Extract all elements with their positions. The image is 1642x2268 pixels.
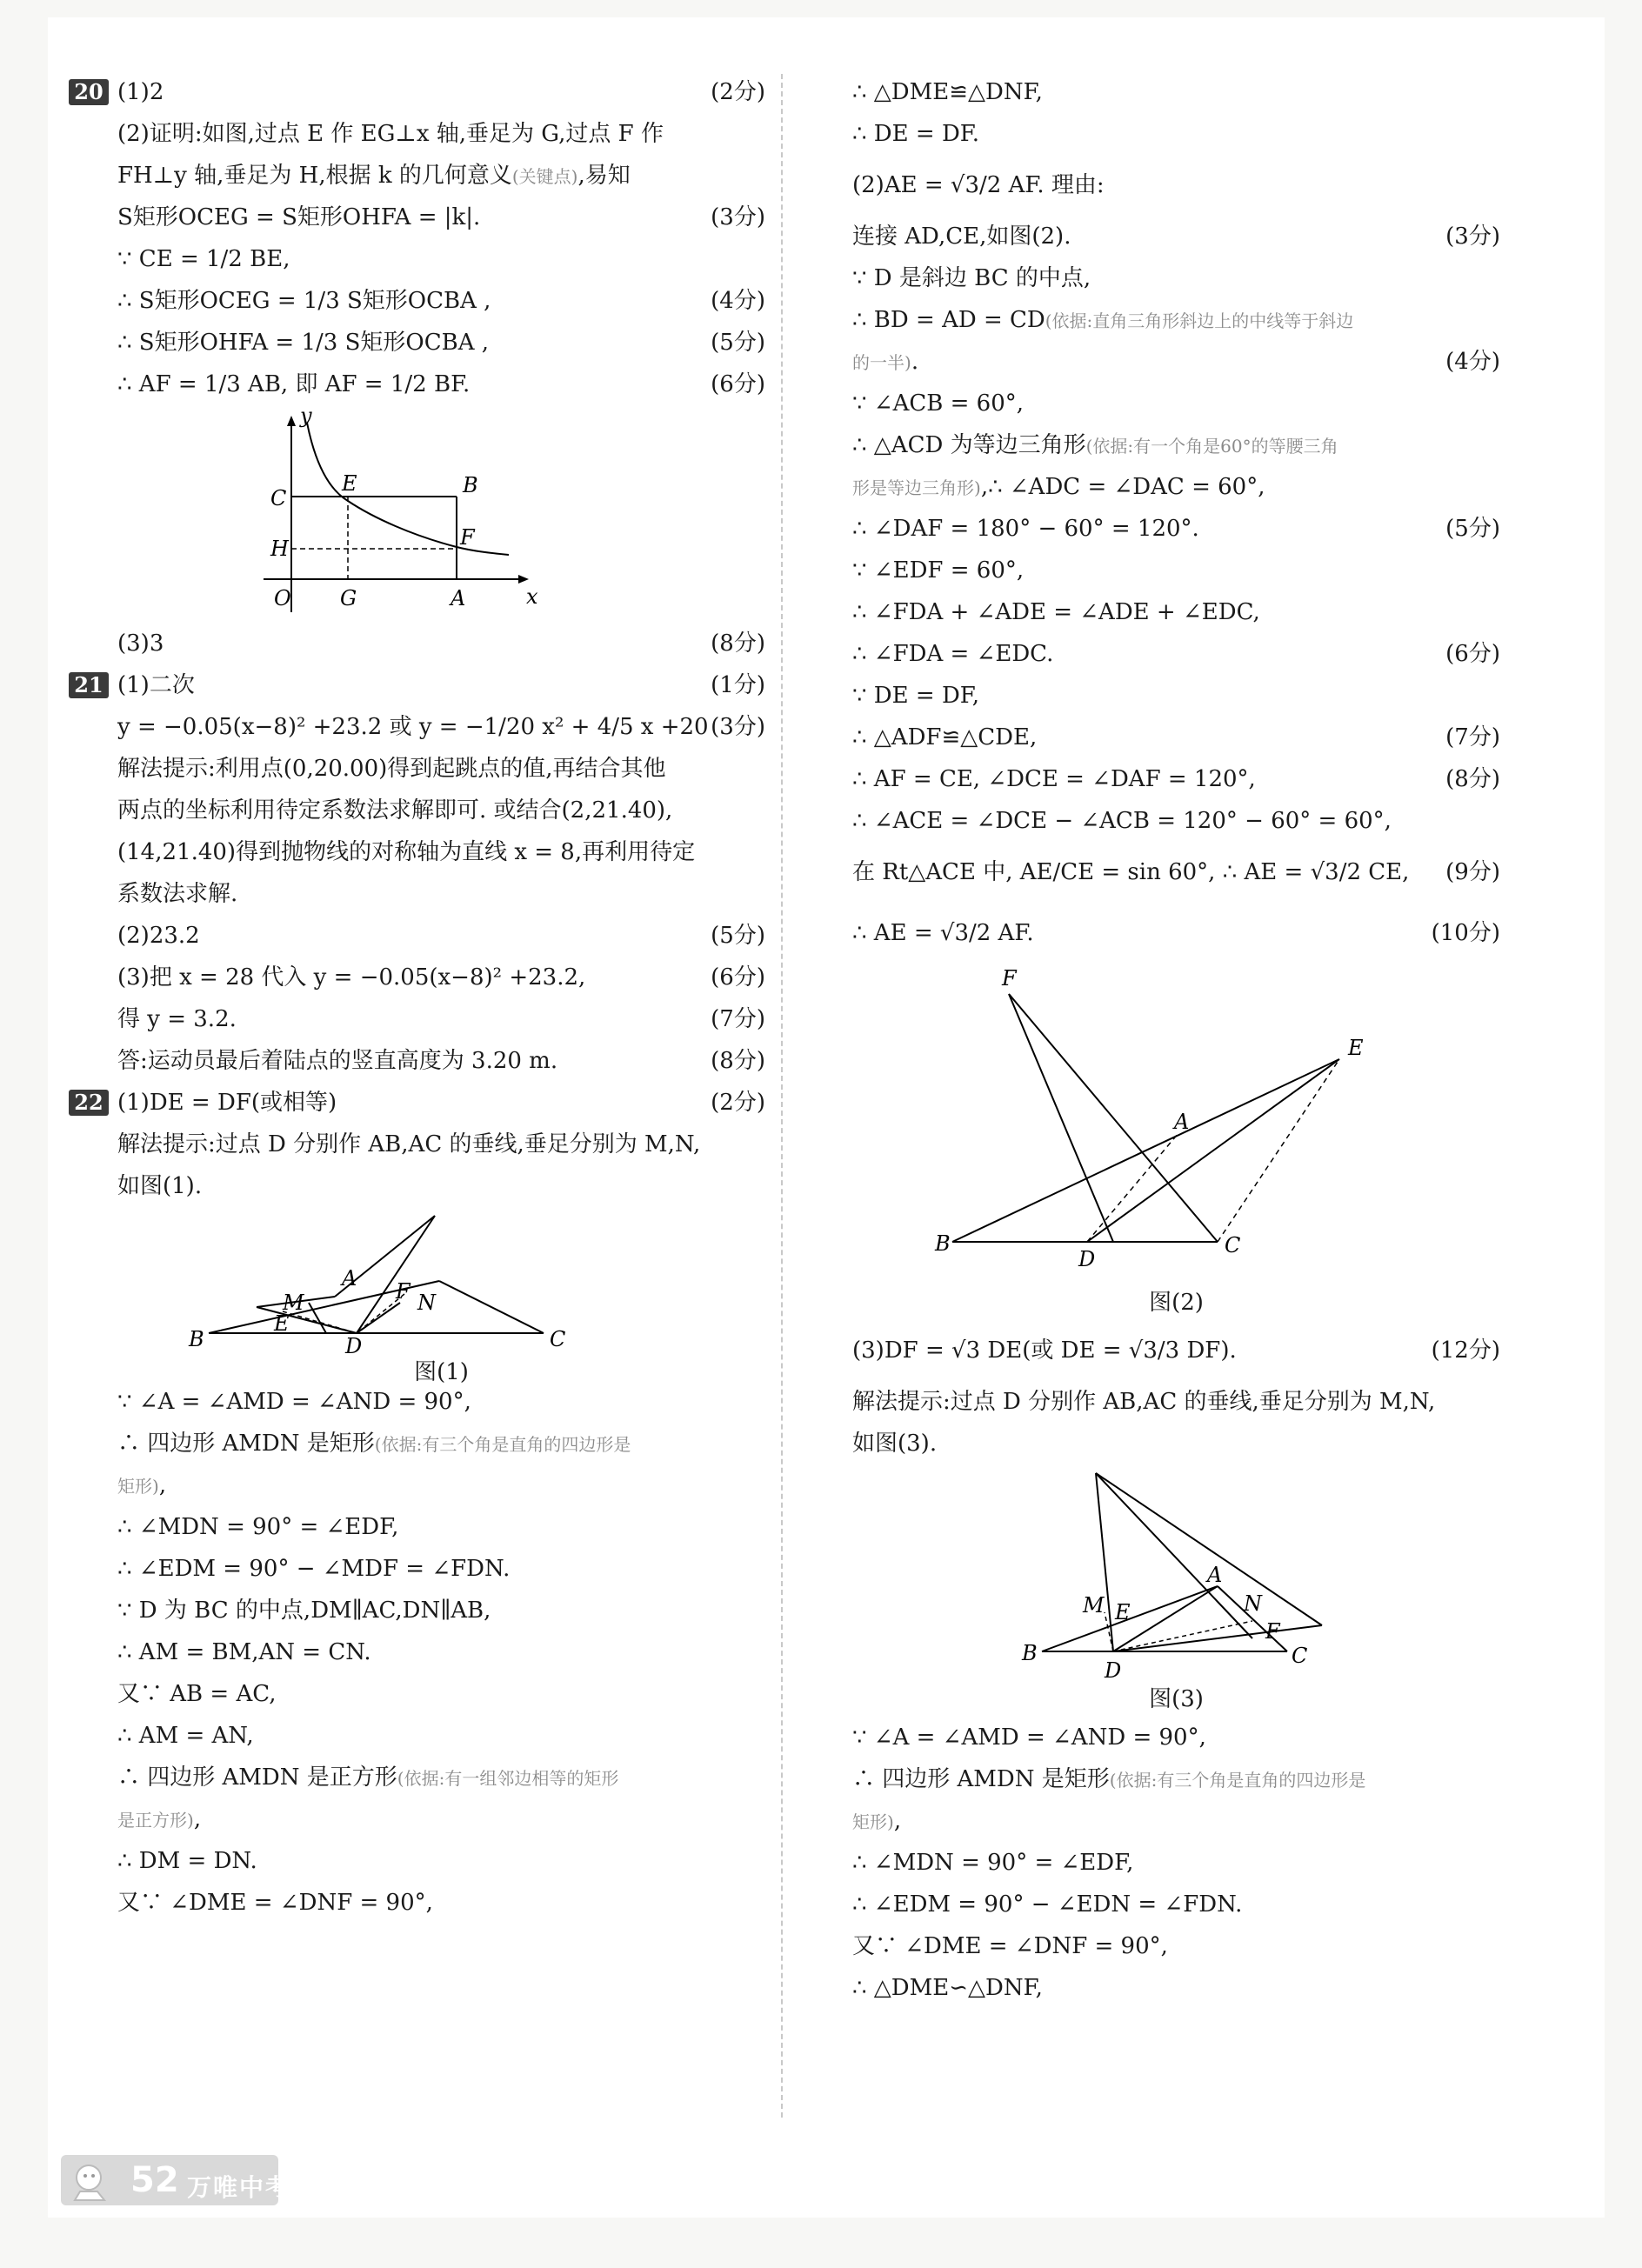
solution-line bbox=[117, 197, 765, 238]
line-text: ∵ ∠A = ∠AMD = ∠AND = 90°, bbox=[117, 1389, 471, 1415]
solution-text bbox=[117, 1506, 398, 1548]
basis-note: (依据:有一组邻边相等的矩形 bbox=[397, 1768, 619, 1789]
solution-line bbox=[117, 238, 765, 280]
line-text: ∵ DE = DF, bbox=[852, 683, 980, 709]
solution-line bbox=[852, 216, 1500, 257]
line-text: 得 y = 3.2. bbox=[117, 1006, 237, 1032]
line-text: ∴ ∠FDA + ∠ADE = ∠ADE + ∠EDC, bbox=[852, 599, 1260, 625]
line-text-tail: , bbox=[193, 1806, 202, 1832]
solution-line bbox=[117, 706, 765, 748]
line-text: ∴ 四边形 AMDN 是矩形 bbox=[117, 1431, 375, 1457]
fig1-label-d: D bbox=[345, 1334, 363, 1355]
solution-text bbox=[852, 550, 1024, 591]
solution-text bbox=[117, 831, 695, 873]
line-text: ∴ AM = AN, bbox=[117, 1723, 254, 1749]
solution-text bbox=[117, 664, 195, 706]
solution-line bbox=[117, 1590, 765, 1631]
line-text: ∴ AE = √3/2 AF. bbox=[852, 920, 1034, 946]
solution-line bbox=[117, 71, 765, 113]
solution-text bbox=[852, 1967, 1043, 2009]
solution-text bbox=[852, 842, 1409, 903]
score-label: (4分) bbox=[711, 288, 765, 314]
solution-line bbox=[117, 1882, 765, 1924]
solution-line bbox=[852, 550, 1500, 591]
solution-text bbox=[117, 1082, 337, 1124]
solution-text bbox=[852, 466, 1265, 509]
basis-note: (依据:有三个角是直角的四边形是 bbox=[374, 1434, 631, 1455]
solution-line bbox=[852, 383, 1500, 424]
solution-text bbox=[117, 238, 290, 280]
fig1-label-m: M bbox=[283, 1291, 304, 1315]
solution-line bbox=[852, 1717, 1500, 1758]
right-column bbox=[852, 71, 1500, 2009]
line-text: FH⊥y 轴,垂足为 H,根据 k 的几何意义 bbox=[117, 163, 512, 189]
brand-name: 万唯中考 bbox=[187, 2173, 292, 2202]
solution-line bbox=[117, 664, 765, 706]
line-text: ∴ ∠FDA = ∠EDC. bbox=[852, 641, 1054, 667]
score-label: (10分) bbox=[1431, 920, 1500, 946]
solution-line bbox=[117, 957, 765, 998]
figure-3-caption: 图(3) bbox=[1149, 1686, 1204, 1712]
figure-1-caption: 图(1) bbox=[414, 1359, 469, 1385]
solution-line bbox=[117, 1673, 765, 1715]
origin-label: O bbox=[274, 586, 291, 610]
solution-line bbox=[117, 998, 765, 1040]
solution-line bbox=[852, 299, 1500, 341]
figure-2 bbox=[852, 964, 1500, 1320]
x-axis-label: x bbox=[526, 584, 538, 609]
solution-text bbox=[852, 216, 1071, 257]
line-text: ∴ S矩形OHFA = 1/3 S矩形OCBA , bbox=[117, 330, 490, 356]
solution-text bbox=[117, 706, 709, 748]
solution-line bbox=[852, 155, 1500, 216]
solution-text bbox=[117, 790, 672, 831]
line-text: 连接 AD,CE,如图(2). bbox=[852, 223, 1071, 250]
solution-line bbox=[852, 717, 1500, 758]
question-21 bbox=[74, 664, 765, 1082]
solution-text bbox=[117, 364, 470, 405]
line-text: ∴ ∠EDM = 90° − ∠EDN = ∠FDN. bbox=[852, 1891, 1243, 1918]
solution-line bbox=[852, 800, 1500, 842]
solution-line bbox=[117, 1631, 765, 1673]
solution-line bbox=[117, 1840, 765, 1882]
solution-line bbox=[852, 113, 1500, 155]
score-label: (2分) bbox=[711, 79, 765, 105]
solution-line bbox=[852, 341, 1500, 383]
solution-text bbox=[117, 1673, 276, 1715]
line-text: (3)DF = √3 DE(或 DE = √3/3 DF). bbox=[852, 1337, 1237, 1364]
line-text-tail: , bbox=[893, 1808, 902, 1834]
line-text: ∴ AM = BM,AN = CN. bbox=[117, 1639, 371, 1665]
solution-text bbox=[852, 71, 1043, 113]
solution-text bbox=[117, 280, 491, 322]
line-text: ∴ △DME≌△DNF, bbox=[852, 79, 1043, 105]
solution-text bbox=[852, 299, 1353, 342]
line-text: ∵ D 为 BC 的中点,DM∥AC,DN∥AB, bbox=[117, 1598, 491, 1624]
solution-line bbox=[117, 1757, 765, 1798]
point-h-label: H bbox=[270, 537, 289, 561]
line-text: ∴ ∠ACE = ∠DCE − ∠ACB = 120° − 60° = 60°, bbox=[852, 808, 1392, 834]
fig2-label-c: C bbox=[1225, 1233, 1241, 1257]
line-text: (14,21.40)得到抛物线的对称轴为直线 x = 8,再利用待定 bbox=[117, 839, 696, 865]
solution-text bbox=[852, 903, 1034, 964]
solution-line bbox=[117, 1715, 765, 1757]
score-label: (5分) bbox=[711, 330, 765, 356]
line-text: ∴ 四边形 AMDN 是矩形 bbox=[852, 1766, 1110, 1792]
line-text: ∵ CE = 1/2 BE, bbox=[117, 246, 290, 272]
line-text: (2)证明:如图,过点 E 作 EG⊥x 轴,垂足为 G,过点 F 作 bbox=[117, 121, 664, 147]
solution-line bbox=[852, 508, 1500, 550]
solution-text bbox=[117, 1381, 471, 1423]
fig1-label-a: A bbox=[342, 1266, 357, 1291]
solution-text bbox=[117, 1590, 491, 1631]
line-text: 答:运动员最后着陆点的竖直高度为 3.20 m. bbox=[117, 1048, 558, 1074]
basis-note: (依据:直角三角形斜边上的中线等于斜边 bbox=[1045, 310, 1354, 331]
line-text: ∴ △DME∽△DNF, bbox=[852, 1975, 1043, 2001]
solution-line bbox=[117, 1040, 765, 1082]
fig3-label-f: F bbox=[1265, 1619, 1280, 1644]
point-c-label: C bbox=[270, 486, 287, 510]
solution-text bbox=[852, 1423, 937, 1464]
line-text: S矩形OCEG = S矩形OHFA = |k|. bbox=[117, 204, 481, 230]
solution-line bbox=[852, 633, 1500, 675]
solution-line bbox=[117, 915, 765, 957]
solution-line bbox=[117, 1506, 765, 1548]
line-text: 两点的坐标利用待定系数法求解即可. 或结合(2,21.40), bbox=[117, 797, 673, 824]
solution-text bbox=[852, 257, 1091, 299]
score-label: (3分) bbox=[711, 714, 765, 740]
solution-text bbox=[852, 508, 1199, 550]
question-number-badge: 22 bbox=[69, 1090, 109, 1116]
line-text: 又∵ ∠DME = ∠DNF = 90°, bbox=[852, 1933, 1168, 1959]
score-label: (8分) bbox=[711, 1048, 765, 1074]
score-label: (6分) bbox=[711, 371, 765, 397]
line-text: ∴ AF = CE, ∠DCE = ∠DAF = 120°, bbox=[852, 766, 1256, 792]
solution-text bbox=[852, 1381, 1435, 1423]
solution-line bbox=[852, 424, 1500, 466]
solution-text bbox=[117, 748, 666, 790]
solution-line bbox=[117, 280, 765, 322]
left-column bbox=[74, 71, 765, 1924]
solution-line bbox=[117, 1165, 765, 1207]
solution-line bbox=[852, 903, 1500, 964]
basis-note: 是正方形) bbox=[117, 1810, 194, 1831]
solution-text bbox=[117, 1423, 631, 1465]
solution-text bbox=[852, 1925, 1168, 1967]
line-text: ∵ D 是斜边 BC 的中点, bbox=[852, 265, 1091, 291]
figure-3 bbox=[852, 1464, 1500, 1717]
question-number-badge: 21 bbox=[69, 672, 109, 698]
solution-line bbox=[852, 758, 1500, 800]
line-text: (3)3 bbox=[117, 630, 164, 657]
line-text: ∵ ∠A = ∠AMD = ∠AND = 90°, bbox=[852, 1724, 1206, 1751]
line-text: 又∵ ∠DME = ∠DNF = 90°, bbox=[117, 1890, 433, 1916]
question-number-badge: 20 bbox=[69, 79, 109, 105]
solution-line bbox=[117, 1423, 765, 1464]
solution-line bbox=[117, 831, 765, 873]
score-label: (12分) bbox=[1431, 1337, 1500, 1364]
basis-note: 矩形) bbox=[852, 1811, 894, 1832]
solution-line bbox=[852, 1381, 1500, 1423]
line-text-tail: ,易知 bbox=[577, 163, 631, 189]
solution-text bbox=[117, 1798, 201, 1841]
line-text: ∴ 四边形 AMDN 是正方形 bbox=[117, 1764, 397, 1791]
solution-line bbox=[117, 155, 765, 197]
line-text-tail: , bbox=[158, 1472, 167, 1498]
fig2-label-f: F bbox=[1002, 966, 1017, 991]
fig3-label-a: A bbox=[1207, 1563, 1223, 1587]
hyperbola-graph bbox=[117, 405, 765, 623]
fig2-label-b: B bbox=[935, 1231, 951, 1256]
line-text: ∵ ∠EDF = 60°, bbox=[852, 557, 1025, 584]
solution-line bbox=[117, 790, 765, 831]
basis-note: (依据:有一个角是60°的等腰三角 bbox=[1085, 436, 1338, 457]
fig2-label-a: A bbox=[1174, 1110, 1190, 1134]
solution-text bbox=[117, 873, 237, 915]
solution-line bbox=[117, 1381, 765, 1423]
solution-text bbox=[117, 1165, 202, 1207]
basis-note: 形是等边三角形) bbox=[852, 477, 981, 498]
point-e-label: E bbox=[342, 471, 357, 496]
mascot-icon bbox=[70, 2160, 122, 2202]
solution-text bbox=[117, 71, 164, 113]
solution-text bbox=[852, 633, 1053, 675]
solution-line bbox=[117, 113, 765, 155]
point-g-label: G bbox=[340, 586, 357, 610]
column-divider bbox=[781, 74, 783, 2118]
solution-text bbox=[117, 998, 237, 1040]
solution-text bbox=[117, 113, 664, 155]
solution-text bbox=[852, 758, 1256, 800]
line-text: 解法提示:过点 D 分别作 AB,AC 的垂线,垂足分别为 M,N, bbox=[852, 1389, 1436, 1415]
solution-text bbox=[852, 424, 1338, 467]
solution-line bbox=[117, 322, 765, 364]
solution-line bbox=[117, 873, 765, 915]
solution-line bbox=[117, 623, 765, 664]
solution-text bbox=[852, 717, 1037, 758]
solution-text bbox=[117, 915, 200, 957]
line-text: ∴ DE = DF. bbox=[852, 121, 980, 147]
solution-text bbox=[852, 800, 1392, 842]
solution-text bbox=[852, 155, 1105, 216]
solution-text bbox=[117, 1040, 557, 1082]
fig3-label-n: N bbox=[1244, 1591, 1262, 1616]
solution-line bbox=[852, 1320, 1500, 1381]
score-label: (2分) bbox=[711, 1090, 765, 1116]
solution-text bbox=[852, 591, 1260, 633]
figure-3-svg bbox=[852, 1464, 1500, 1682]
score-label: (1分) bbox=[711, 672, 765, 698]
fig3-label-m: M bbox=[1083, 1593, 1105, 1618]
figure-1-svg bbox=[117, 1207, 765, 1355]
line-text: (2)AE = √3/2 AF. 理由: bbox=[852, 172, 1105, 198]
solution-text bbox=[852, 113, 979, 155]
fig2-label-d: D bbox=[1078, 1247, 1096, 1271]
solution-line bbox=[852, 1800, 1500, 1842]
solution-text bbox=[852, 1717, 1206, 1758]
solution-text bbox=[117, 155, 631, 197]
score-label: (3分) bbox=[711, 204, 765, 230]
line-text: ∴ ∠DAF = 180° − 60° = 120°. bbox=[852, 516, 1199, 542]
figure-2-caption: 图(2) bbox=[1149, 1290, 1204, 1316]
solution-line bbox=[852, 1967, 1500, 2009]
fig1-label-n: N bbox=[417, 1291, 436, 1315]
score-label: (7分) bbox=[1445, 724, 1500, 750]
line-text-tail: ,∴ ∠ADC = ∠DAC = 60°, bbox=[980, 474, 1265, 500]
figure-1 bbox=[117, 1207, 765, 1385]
solution-text bbox=[117, 322, 489, 364]
fig3-label-d: D bbox=[1105, 1658, 1122, 1682]
solution-line bbox=[117, 1124, 765, 1165]
question-20 bbox=[74, 71, 765, 664]
solution-text bbox=[117, 1124, 700, 1165]
solution-line bbox=[852, 591, 1500, 633]
solution-text bbox=[117, 197, 480, 238]
score-label: (6分) bbox=[711, 964, 765, 991]
hyperbola-graph-svg bbox=[117, 405, 765, 623]
fig1-label-b: B bbox=[189, 1327, 204, 1351]
fig2-label-e: E bbox=[1348, 1036, 1364, 1060]
solution-text bbox=[852, 675, 979, 717]
fig1-label-e: E bbox=[274, 1311, 290, 1336]
score-label: (8分) bbox=[711, 630, 765, 657]
solution-text bbox=[117, 1882, 433, 1924]
line-text: 如图(3). bbox=[852, 1431, 938, 1457]
solution-text bbox=[117, 623, 164, 664]
score-label: (6分) bbox=[1445, 641, 1500, 667]
solution-line bbox=[852, 1842, 1500, 1884]
solution-text bbox=[852, 1842, 1133, 1884]
solution-text bbox=[117, 1757, 618, 1799]
solution-text bbox=[852, 1884, 1242, 1925]
y-axis-label: y bbox=[300, 405, 312, 428]
solution-line bbox=[117, 364, 765, 405]
solution-line bbox=[117, 1548, 765, 1590]
line-text: ∴ ∠MDN = 90° = ∠EDF, bbox=[852, 1850, 1134, 1876]
solution-line bbox=[117, 1464, 765, 1506]
solution-text bbox=[852, 341, 918, 384]
solution-line bbox=[852, 1758, 1500, 1800]
line-text: (1)DE = DF(或相等) bbox=[117, 1090, 337, 1116]
fig1-label-c: C bbox=[550, 1327, 566, 1351]
fig3-label-c: C bbox=[1292, 1644, 1308, 1668]
solution-line bbox=[117, 1798, 765, 1840]
solution-text bbox=[117, 1715, 254, 1757]
score-label: (5分) bbox=[711, 923, 765, 949]
line-text: ∴ BD = AD = CD bbox=[852, 307, 1045, 333]
point-b-label: B bbox=[463, 473, 478, 497]
line-text: 在 Rt△ACE 中, AE/CE = sin 60°, ∴ AE = √3/2 CE, bbox=[852, 859, 1410, 885]
solution-line bbox=[852, 675, 1500, 717]
solution-text bbox=[852, 383, 1024, 424]
solution-line bbox=[852, 71, 1500, 113]
basis-note: 的一半) bbox=[852, 352, 911, 373]
solution-line bbox=[852, 1423, 1500, 1464]
solution-line bbox=[117, 1082, 765, 1124]
question-22 bbox=[74, 1082, 765, 1924]
solution-text bbox=[852, 1320, 1237, 1381]
point-f-label: F bbox=[460, 525, 475, 550]
line-text: ∴ ∠MDN = 90° = ∠EDF, bbox=[117, 1514, 399, 1540]
line-text: ∴ ∠EDM = 90° − ∠MDF = ∠FDN. bbox=[117, 1556, 511, 1582]
solution-line bbox=[852, 842, 1500, 903]
solution-line bbox=[117, 748, 765, 790]
line-text: 如图(1). bbox=[117, 1173, 203, 1199]
score-label: (9分) bbox=[1445, 859, 1500, 885]
solution-line bbox=[852, 1925, 1500, 1967]
line-text: 又∵ AB = AC, bbox=[117, 1681, 277, 1707]
line-text: ∴ AF = 1/3 AB, 即 AF = 1/2 BF. bbox=[117, 371, 471, 397]
solution-text bbox=[117, 957, 585, 998]
solution-text bbox=[852, 1800, 901, 1843]
line-text: 解法提示:过点 D 分别作 AB,AC 的垂线,垂足分别为 M,N, bbox=[117, 1131, 701, 1157]
fig3-label-b: B bbox=[1022, 1641, 1038, 1665]
point-a-label: A bbox=[451, 586, 466, 610]
fig1-label-f: F bbox=[396, 1279, 410, 1304]
line-text: (3)把 x = 28 代入 y = −0.05(x−8)² +23.2, bbox=[117, 964, 586, 991]
score-label: (8分) bbox=[1445, 766, 1500, 792]
line-text: 系数法求解. bbox=[117, 881, 238, 907]
line-text: ∴ S矩形OCEG = 1/3 S矩形OCBA , bbox=[117, 288, 491, 314]
line-text: 解法提示:利用点(0,20.00)得到起跳点的值,再结合其他 bbox=[117, 756, 666, 782]
line-text: ∴ △ADF≌△CDE, bbox=[852, 724, 1038, 750]
basis-note: (关键点) bbox=[511, 166, 578, 187]
line-text: y = −0.05(x−8)² +23.2 或 y = −1/20 x² + 4/5 x +20 bbox=[117, 714, 709, 740]
line-text: ∴ △ACD 为等边三角形 bbox=[852, 432, 1086, 458]
line-text-tail: . bbox=[911, 349, 919, 375]
line-text: (1)2 bbox=[117, 79, 164, 105]
line-text: ∴ DM = DN. bbox=[117, 1848, 257, 1874]
line-text: (2)23.2 bbox=[117, 923, 200, 949]
solution-text bbox=[117, 1840, 257, 1882]
score-label: (7分) bbox=[711, 1006, 765, 1032]
score-label: (3分) bbox=[1445, 223, 1500, 250]
solution-text bbox=[117, 1548, 510, 1590]
fig3-label-e: E bbox=[1115, 1600, 1131, 1624]
score-label: (5分) bbox=[1445, 516, 1500, 542]
solution-line bbox=[852, 466, 1500, 508]
solution-text bbox=[117, 1464, 166, 1507]
solution-line bbox=[852, 1884, 1500, 1925]
figure-2-svg bbox=[852, 964, 1500, 1285]
page-number: 52 bbox=[130, 2160, 179, 2200]
line-text: ∵ ∠ACB = 60°, bbox=[852, 390, 1025, 417]
solution-text bbox=[852, 1758, 1365, 1801]
solution-line bbox=[852, 257, 1500, 299]
basis-note: 矩形) bbox=[117, 1476, 159, 1497]
basis-note: (依据:有三个角是直角的四边形是 bbox=[1109, 1770, 1366, 1791]
score-label: (4分) bbox=[1445, 349, 1500, 375]
line-text: (1)二次 bbox=[117, 672, 195, 698]
solution-text bbox=[117, 1631, 371, 1673]
